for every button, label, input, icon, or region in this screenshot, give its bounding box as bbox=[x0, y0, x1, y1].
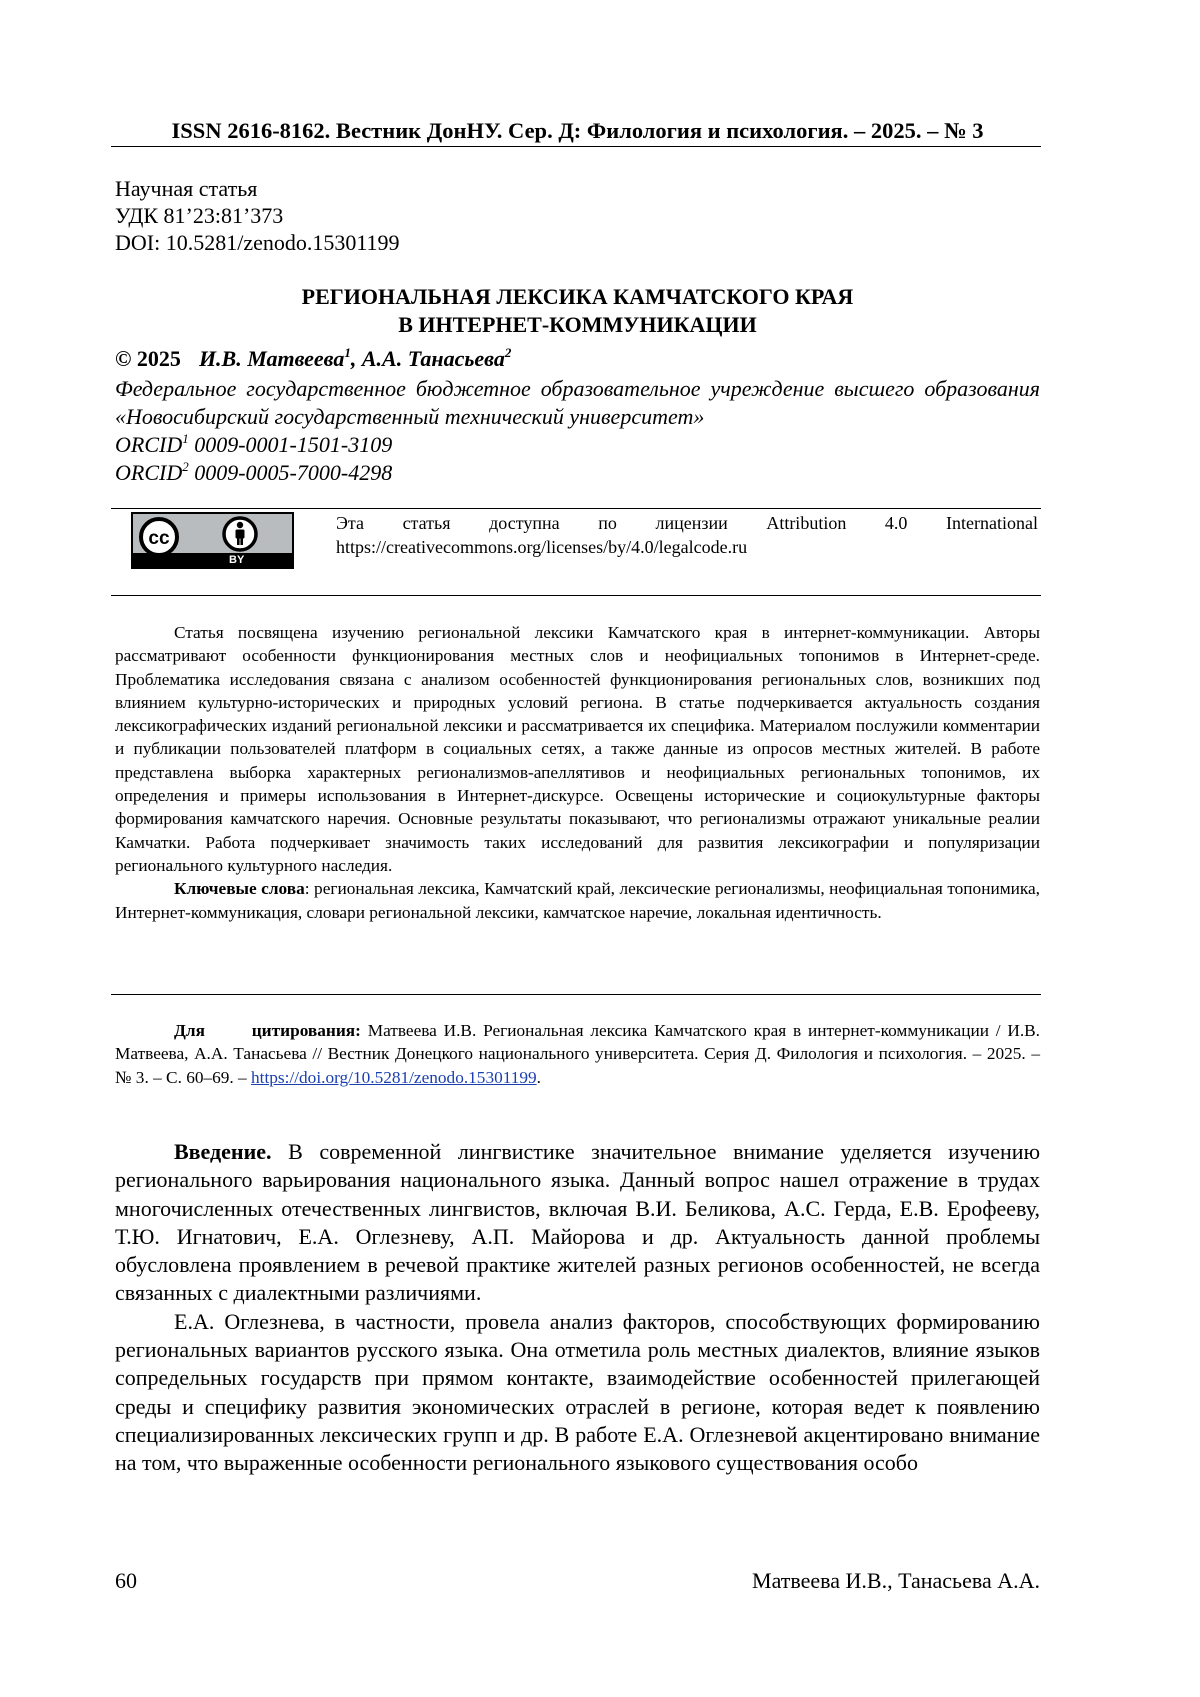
author-names bbox=[199, 346, 511, 371]
article-title bbox=[115, 283, 1040, 339]
author-separator: , bbox=[350, 346, 362, 371]
by-person-icon bbox=[221, 515, 259, 553]
orcid-2 bbox=[115, 460, 392, 486]
citation-doi-link[interactable]: https://doi.org/10.5281/zenodo.15301199 bbox=[251, 1067, 537, 1087]
license-rule-bottom bbox=[111, 595, 1041, 596]
cc-icon-text: cc bbox=[148, 528, 170, 549]
license-rule-top bbox=[111, 508, 1041, 509]
author-1: И.В. Матвеева bbox=[198, 346, 345, 371]
citation-label: Для цитирования: bbox=[174, 1021, 361, 1040]
orcid-2-sup: 2 bbox=[182, 459, 189, 474]
license-url[interactable]: https://creativecommons.org/licenses/by/4.0/legalcode.ru bbox=[336, 537, 748, 557]
license-text bbox=[336, 511, 1038, 559]
cc-icon bbox=[137, 517, 181, 557]
title-line-1: РЕГИОНАЛЬНАЯ ЛЕКСИКА КАМЧАТСКОГО КРАЯ bbox=[301, 284, 854, 309]
orcid-1-label: ORCID bbox=[115, 432, 183, 457]
author-1-sup: 1 bbox=[344, 345, 351, 360]
badge-strip bbox=[133, 553, 292, 567]
abstract-text: Статья посвящена изучению региональной лексики Камчатского края в интернет-коммуникации. Авторы рассматривают особенности функционирования местных слов и неофициальных топонимов в Интернет-среде. Проблематика исследования связана с анализом особенностей функционирования региональных слов, возникших под влиянием культурно-исторических и природных условий региона. В статье подчеркивается актуальность создания лексикографических изданий региональной лексики и рассматривается их специфика. Материалом послужили комментарии и публикации пользователей платформ в социальных сетях, а также данные из опросов местных жителей. В работе представлена выборка характерных регионализмов-апеллятивов и неофициальных региональных топонимов, их определения и примеры использования в Интернет-дискурсе. Освещены исторические и социокультурные факторы формирования камчатского наречия. Основные результаты показывают, что регионализмы отражают уникальные реалии Камчатки. Работа подчеркивает значимость таких исследований для развития лексикографии и популяризации регионального культурного наследия. bbox=[115, 623, 1040, 875]
license-line-1: Эта статья доступна по лицензии Attribution 4.0 International bbox=[336, 513, 1038, 533]
authors-line bbox=[115, 346, 511, 372]
affiliation: Федеральное государственное бюджетное образовательное учреждение высшего образования «Новосибирский государственный технический университет» bbox=[115, 376, 1040, 429]
citation-text: Матвеева И.В. Региональная лексика Камчатского края в интернет-коммуникации / И.В. Матвеева, А.А. Танасьева // Вестник Донецкого национального университета. Серия Д. Филология и психология. – 2025. – № 3. – С. 60–69. – bbox=[115, 1021, 1040, 1087]
keywords-list: : региональная лексика, Камчатский край, лексические регионализмы, неофициальная топонимика, Интернет-коммуникация, словари региональной лексики, камчатское наречие, локальная идентичность. bbox=[115, 879, 1040, 922]
citation-end: . bbox=[536, 1067, 541, 1087]
author-2: А.А. Танасьева bbox=[361, 346, 505, 371]
udc-code: УДК 81’23:81’373 bbox=[115, 203, 284, 228]
intro-label: Введение. bbox=[174, 1139, 272, 1164]
article-type: Научная статья bbox=[115, 176, 258, 201]
doi: DOI: 10.5281/zenodo.15301199 bbox=[115, 230, 400, 255]
body-paragraph-1 bbox=[115, 1138, 1040, 1308]
title-line-2: В ИНТЕРНЕТ-КОММУНИКАЦИИ bbox=[398, 312, 757, 337]
article-body bbox=[115, 1138, 1040, 1478]
copyright: © 2025 bbox=[115, 346, 181, 371]
body-paragraph-1-text: В современной лингвистике значительное внимание уделяется изучению регионального варьирования национального языка. Данный вопрос нашел отражение в трудах многочисленных отечественных лингвистов, включая В.И. Беликова, А.С. Герда, Е.В. Ерофееву, Т.Ю. Игнатович, Е.А. Оглезневу, А.П. Майорова и др. Актуальность данной проблемы обусловлена проявлением в речевой практике жителей разных регионов особенностей, не всегда связанных с диалектными различиями. bbox=[115, 1139, 1040, 1306]
page-number: 60 bbox=[115, 1568, 137, 1593]
orcid-2-label: ORCID bbox=[115, 460, 183, 485]
keywords-label: Ключевые слова bbox=[174, 879, 305, 899]
orcid-1-sup: 1 bbox=[182, 431, 189, 446]
author-2-sup: 2 bbox=[504, 345, 512, 360]
by-label: BY bbox=[229, 554, 245, 566]
orcid-2-id: 0009-0005-7000-4298 bbox=[188, 460, 393, 485]
citation bbox=[115, 1019, 1040, 1089]
header-rule bbox=[111, 146, 1041, 147]
body-paragraph-2: Е.А. Оглезнева, в частности, провела анализ факторов, способствующих формированию региональных вариантов русского языка. Она отметила роль местных диалектов, влияние языков сопредельных государств при прямом контакте, взаимодействие особенностей прилегающей среды и специфику развития экономических отраслей в регионе, которая ведет к появлению специализированных лексических групп и др. В работе Е.А. Оглезневой акцентировано внимание на том, что выраженные особенности регионального языкового существования особо bbox=[115, 1308, 1040, 1476]
cc-by-badge[interactable] bbox=[131, 512, 294, 569]
orcid-1 bbox=[115, 432, 392, 458]
footer-authors: Матвеева И.В., Танасьева А.А. bbox=[752, 1568, 1040, 1593]
orcid-1-id: 0009-0001-1501-3109 bbox=[188, 432, 393, 457]
abstract bbox=[115, 621, 1040, 924]
keywords bbox=[115, 877, 1040, 924]
abstract-rule bbox=[111, 994, 1041, 995]
journal-header: ISSN 2616-8162. Вестник ДонНУ. Сер. Д: Филология и психология. – 2025. – № 3 bbox=[171, 118, 984, 143]
